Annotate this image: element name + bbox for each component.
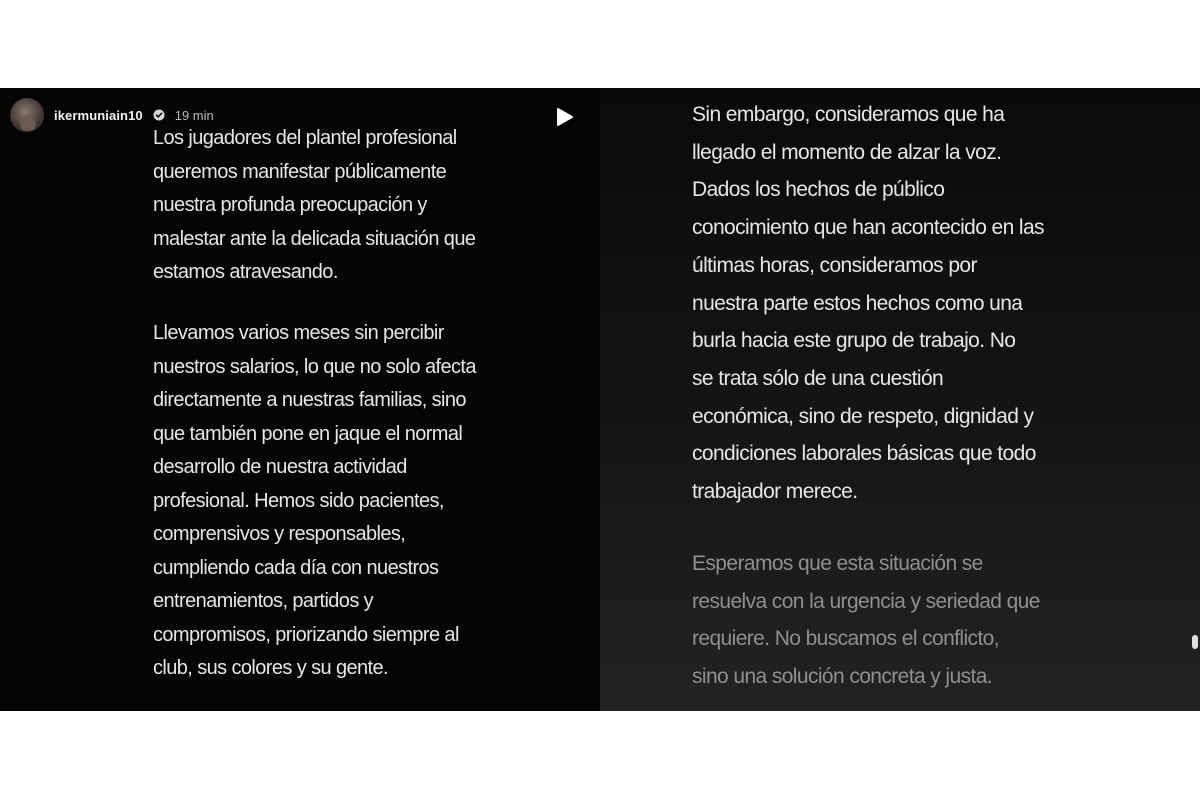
verified-badge-icon [153, 109, 165, 121]
statement-paragraph-3: Sin embargo, consideramos que ha llegado el momento de alzar la voz. Dados los hechos de público conocimiento que han acontecido en las últimas horas, consideramos por nuestra parte estos hechos como una burla hacia este grupo de trabajo. No se trata sólo de una cuestión económica, sino de respeto, dignidad y condiciones laborales básicas que todo trabajador merece. [692, 103, 1044, 504]
story-screenshot-composite [0, 88, 1200, 711]
statement-paragraph-1: Los jugadores del plantel profesional queremos manifestar públicamente nuestra profunda preocupación y malestar ante la delicada situación que estamos atravesando. [153, 127, 476, 283]
statement-paragraph-2: Llevamos varios meses sin percibir nuestros salarios, lo que no solo afecta directamente a nuestras familias, sino que también pone en jaque el normal desarrollo de nuestra actividad profesional. Hemos sido pacientes, comprensivos y responsables, cumpliendo cada día con nuestros entrenamientos, partidos y compromisos, priorizando siempre al club, sus colores y su gente. [153, 322, 476, 679]
story-panel-left [0, 88, 600, 711]
username[interactable]: ikermuniain10 [54, 107, 143, 123]
avatar[interactable] [10, 98, 44, 132]
next-story-indicator[interactable] [1192, 635, 1198, 649]
story-panel-right [600, 88, 1200, 711]
play-icon[interactable] [553, 106, 575, 128]
story-timestamp: 19 min [174, 107, 214, 123]
statement-paragraph-4: Esperamos que esta situación se resuelva con la urgencia y seriedad que requiere. No buscamos el conflicto, sino una solución concreta y justa. [692, 552, 1040, 689]
story-header [10, 98, 214, 132]
